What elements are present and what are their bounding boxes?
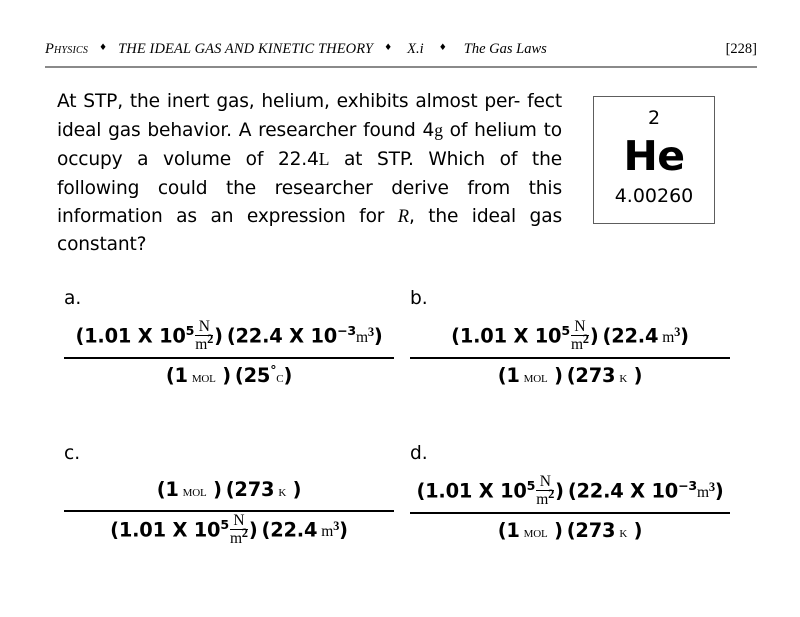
unit-newton: N: [539, 473, 551, 490]
question-line-3b: at STP. Which: [329, 149, 485, 171]
header-breadcrumb: [45, 41, 757, 58]
pressure-unit-fraction: [195, 319, 213, 353]
answer-a-fraction: [64, 320, 394, 393]
multiply-symbol: X: [478, 479, 494, 503]
answer-b-fraction-bar: [410, 357, 730, 359]
header-course: Physics: [45, 41, 89, 57]
unit-meter-squared: $m^2$: [195, 331, 214, 353]
answer-c-denominator: (1.01 X $10^5$ $\frac{N}{m^2}$ ) (22.4 $m^3$): [110, 512, 348, 547]
pressure-unit-fraction: [230, 513, 248, 547]
multiply-symbol: X: [172, 518, 188, 542]
page-number: [228]: [725, 41, 757, 57]
power-exponent: 5: [526, 477, 536, 493]
element-atomic-mass: 4.00260: [614, 185, 694, 207]
unit-mole: mol: [523, 523, 548, 541]
header-unit-title: THE IDEAL GAS AND KINETIC THEORY: [118, 41, 374, 57]
question-line-3a: helium to occupy a volume of 22.4: [57, 120, 562, 171]
power-exponent: 5: [561, 322, 570, 338]
pressure-unit-fraction: [571, 319, 589, 353]
unit-meter-cubed: $m^3$: [321, 519, 340, 541]
mass-unit-grams: g: [434, 120, 443, 141]
power-exponent: −3: [337, 322, 356, 338]
power-exponent: 5: [220, 516, 229, 532]
mole-value: 1: [174, 363, 188, 387]
answer-d-fraction-bar: [410, 512, 730, 514]
unit-meter-cubed: $m^3$: [355, 325, 374, 347]
answer-b-fraction: [410, 320, 730, 393]
question-line-1: At STP, the inert gas, helium, exhibits almost per-: [57, 91, 521, 112]
pressure-coefficient: 1.01: [425, 479, 473, 503]
volume-coefficient: 22.4: [611, 324, 659, 348]
answer-option-c[interactable]: [64, 443, 394, 548]
unit-kelvin: k: [619, 523, 628, 541]
diamond-separator-icon: ♦: [99, 43, 108, 53]
unit-newton: N: [233, 512, 245, 529]
power-base: 10: [193, 518, 221, 542]
answer-a-fraction-bar: [64, 357, 394, 359]
pressure-coefficient: 1.01: [118, 518, 166, 542]
power-exponent: −3: [678, 477, 697, 493]
element-atomic-number: 2: [647, 107, 661, 129]
pressure-coefficient: 1.01: [84, 324, 132, 348]
answer-a-numerator: (1.01 X $10^5$ $\frac{N}{m^2}$ ) (22.4 X $10^{-3}m^3$): [75, 318, 383, 353]
answer-d-denominator: (1 mol ) (273 k ): [497, 518, 643, 542]
power-base: 10: [310, 324, 338, 348]
header-topic: The Gas Laws: [463, 41, 547, 57]
volume-coefficient: 22.4: [576, 479, 624, 503]
question-line-5b: , the ideal: [408, 205, 517, 227]
power-base: 10: [159, 324, 186, 348]
pressure-coefficient: 1.01: [459, 324, 507, 348]
element-symbol: He: [623, 132, 685, 180]
mole-value: 1: [165, 478, 179, 501]
answer-c-numerator: (1 mol ) (273 k ): [156, 478, 302, 501]
answer-c-label: c.: [64, 443, 81, 464]
unit-mole: mol: [191, 368, 216, 386]
answer-option-a[interactable]: [64, 288, 394, 393]
question-line-6: gas constant?: [57, 205, 562, 256]
diamond-separator-icon: ♦: [438, 43, 447, 53]
question-line-5a: this information as an expression for: [57, 177, 562, 227]
question-line-4: of the following could the researcher derive from: [57, 149, 562, 199]
question-line-2a: fect ideal gas behavior. A researcher found 4: [57, 91, 562, 142]
unit-kelvin: k: [619, 368, 628, 386]
temperature-value: 273: [575, 363, 616, 387]
volume-coefficient: 22.4: [235, 324, 283, 348]
page-header: [45, 41, 757, 63]
unit-meter-cubed: $m^3$: [696, 480, 715, 502]
volume-coefficient: 22.4: [270, 518, 318, 542]
element-box-helium: [593, 96, 715, 224]
answer-b-numerator: (1.01 X $10^5$ $\frac{N}{m^2}$ ) (22.4 $m^3$): [451, 318, 689, 353]
power-exponent: 5: [185, 322, 195, 338]
header-section: X.i: [407, 41, 424, 57]
temperature-value: 273: [575, 518, 616, 542]
answer-b-label: b.: [410, 288, 428, 309]
question-body: [57, 88, 562, 259]
multiply-symbol: X: [289, 324, 304, 348]
power-base: 10: [534, 324, 562, 348]
answer-d-fraction: [410, 475, 730, 548]
unit-kelvin: k: [278, 483, 287, 500]
answer-b-denominator: (1 mol ) (273 k ): [497, 363, 643, 387]
answer-a-denominator: (1 mol ) (25°c): [165, 362, 293, 387]
unit-mole: mol: [523, 368, 548, 386]
temperature-value: 25: [243, 363, 271, 387]
unit-mole: mol: [182, 483, 207, 500]
answer-option-d[interactable]: [410, 443, 730, 548]
answer-c-fraction: [64, 475, 394, 548]
header-divider: [45, 66, 757, 68]
unit-meter-squared: $m^2$: [229, 525, 248, 547]
answer-a-label: a.: [64, 288, 82, 309]
temperature-value: 273: [234, 478, 275, 501]
answer-d-label: d.: [410, 443, 428, 464]
multiply-symbol: X: [513, 324, 529, 348]
power-base: 10: [651, 479, 679, 503]
multiply-symbol: X: [137, 324, 153, 348]
degree-symbol: °: [270, 362, 277, 378]
answer-c-fraction-bar: [64, 510, 394, 512]
unit-meter-squared: $m^2$: [536, 486, 555, 508]
answer-d-numerator: (1.01 X $10^5$ $\frac{N}{m^2}$ ) (22.4 X $10^{-3}m^3$): [416, 473, 724, 508]
unit-newton: N: [574, 318, 586, 335]
multiply-symbol: X: [630, 479, 645, 503]
answer-option-b[interactable]: [410, 288, 730, 393]
diamond-separator-icon: ♦: [384, 43, 393, 53]
volume-unit-liters: L: [318, 149, 330, 170]
variable-R: R: [397, 206, 409, 227]
power-base: 10: [500, 479, 527, 503]
unit-meter-squared: $m^2$: [570, 331, 589, 353]
unit-newton: N: [198, 318, 210, 335]
mole-value: 1: [506, 363, 520, 387]
question-line-2b: of: [442, 120, 468, 142]
pressure-unit-fraction: [536, 474, 554, 508]
unit-celsius: c: [276, 368, 284, 386]
mole-value: 1: [506, 518, 520, 542]
unit-meter-cubed: $m^3$: [662, 325, 681, 347]
